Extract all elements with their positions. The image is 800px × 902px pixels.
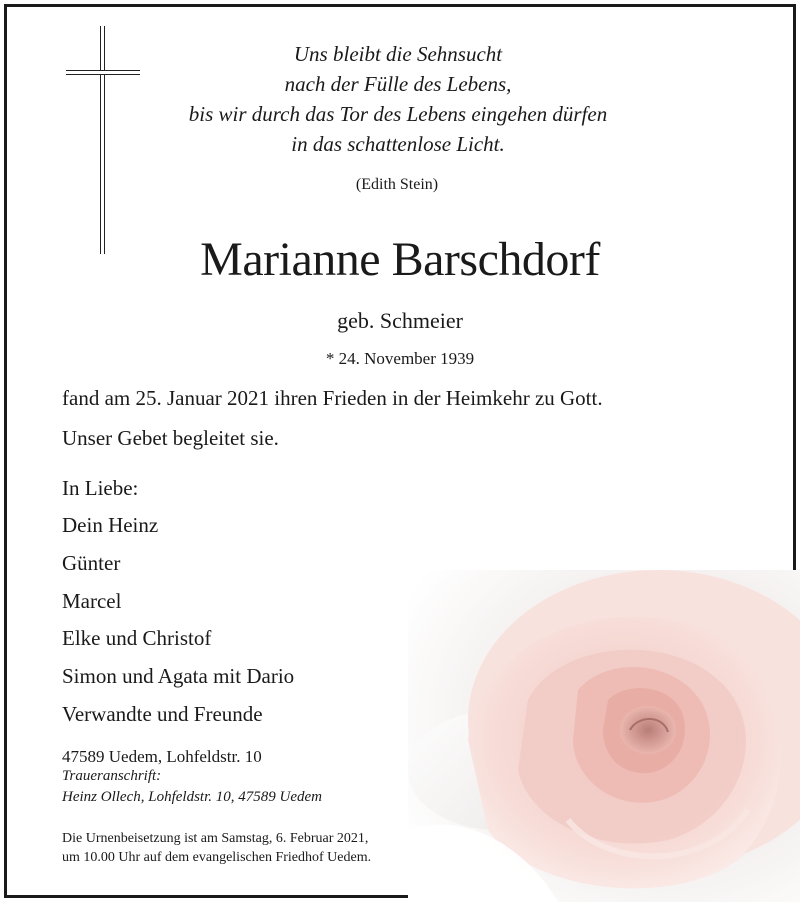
mourner-name: Dein Heinz bbox=[62, 513, 159, 537]
poem-line-2: nach der Fülle des Lebens, bbox=[284, 72, 512, 96]
address-line: 47589 Uedem, Lohfeldstr. 10 bbox=[62, 747, 262, 766]
poem-line-4: in das schattenlose Licht. bbox=[291, 132, 505, 156]
mourner-name: Marcel bbox=[62, 589, 122, 613]
birth-date: * 24. November 1939 bbox=[325, 349, 475, 368]
deceased-name: Marianne Barschdorf bbox=[200, 233, 600, 286]
rose-image bbox=[408, 570, 800, 902]
funeral-line-1: Die Urnenbeisetzung ist am Samstag, 6. Februar 2021, bbox=[62, 831, 369, 846]
rose-illustration bbox=[408, 570, 800, 902]
cross-joint bbox=[101, 71, 104, 74]
prayer-line: Unser Gebet begleitet sie. bbox=[62, 426, 279, 450]
mourning-address-label: Traueranschrift: bbox=[62, 768, 162, 784]
death-notice-line: fand am 25. Januar 2021 ihren Frieden in der Heimkehr zu Gott. bbox=[62, 386, 603, 410]
mourner-name: Günter bbox=[62, 551, 121, 575]
birth-name: geb. Schmeier bbox=[337, 308, 463, 333]
poem-line-1: Uns bleibt die Sehnsucht bbox=[293, 42, 503, 66]
poem-source: (Edith Stein) bbox=[355, 176, 439, 193]
mourner-name: Simon und Agata mit Dario bbox=[62, 664, 295, 688]
funeral-line-2: um 10.00 Uhr auf dem evangelischen Friedhof Uedem. bbox=[62, 850, 372, 865]
cross-vertical-beam bbox=[100, 26, 105, 254]
mourner-name: Verwandte und Freunde bbox=[62, 702, 263, 726]
mourner-name: Elke und Christof bbox=[62, 626, 212, 650]
mourning-address: Heinz Ollech, Lohfeldstr. 10, 47589 Uedem bbox=[62, 789, 322, 805]
mourners-intro: In Liebe: bbox=[62, 476, 139, 500]
poem-line-3: bis wir durch das Tor des Lebens eingehen dürfen bbox=[188, 102, 608, 126]
